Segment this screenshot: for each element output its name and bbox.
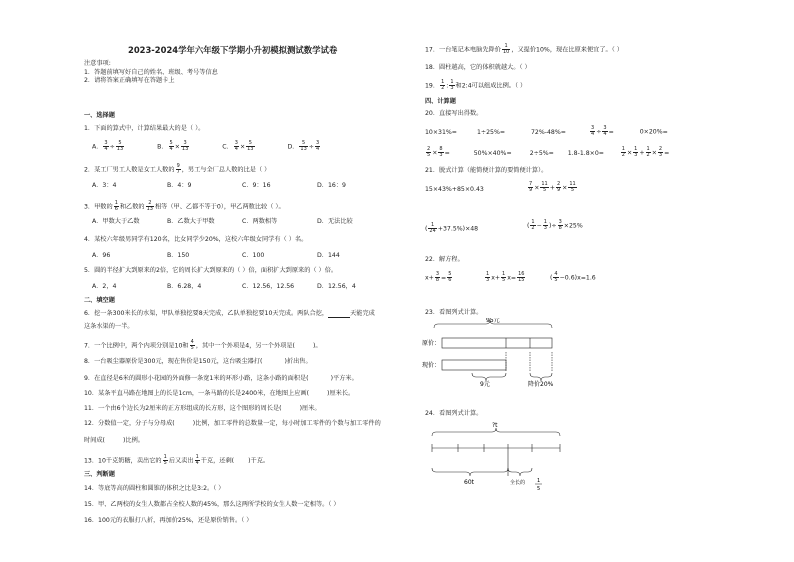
q20-row2: $\frac{2}{5}$ × $\frac{8}{3}$ = 50%×40%= 2÷5%= 1.8-1.8×0= $\frac{1}{2}$ × $\frac{1}{3}$ + $\frac{1}{2}$ × $\frac{2}{3}$ =: [427, 146, 670, 158]
q20-row1: 10×31%= 1÷25%= 72%-48%= $\frac{3}{4}$ ÷ $\frac{3}{4}$ = 0×20%=: [425, 125, 668, 137]
q6-text: 6．挖一条300米长的水渠，甲队单独挖要8天完成，乙队单独挖要10天完成。两队合挖， 天能完成: [84, 310, 375, 317]
notes-heading: 注意事项:: [84, 60, 111, 67]
q8-text: 8．一台吸尘器原价是300元，现在售价是150元，这台吸尘器打( )折出售。: [84, 358, 312, 365]
q4-text: 4．某校六年级男同学有120名，比女同学少20%，这校六年级女同学有（ ）名。: [84, 236, 308, 243]
q4-options: A．96 B．150 C．100 D．144: [92, 252, 340, 259]
q10-text: 10．某条平直马路在地图上的长是1cm，一条马路的长是2400米，在地图上应画( )厘米长。: [84, 390, 355, 397]
q17-text: 17．一台笔记本电脑先降价 $\frac{1}{10}$ ，又提价10%，现在比原来便宜了。（ ）: [425, 43, 623, 55]
fig24-left-label: 60t: [464, 479, 474, 486]
bar-original: [442, 338, 552, 348]
q3-options: A．甲数大于乙数 B．乙数大于甲数 C．两数相等 D．无法比较: [92, 218, 353, 225]
exam-title: 2023-2024学年六年级下学期小升初模拟测试数学试卷: [128, 45, 338, 55]
q21-expr2: $\frac{7}{9}$ × $\frac{11}{5}$ + $\frac{2}{9}$ × $\frac{11}{5}$: [529, 181, 576, 193]
fig24-top-label: ?t: [492, 422, 498, 429]
q2-text: 2．某工厂男工人数是女工人数的 $\frac{9}{7}$ ，男工与全厂总人数的比是（ ）: [84, 163, 271, 175]
q22-eq1: x+ $\frac{3}{8}$ = $\frac{5}{6}$: [425, 271, 452, 283]
fig23-down-label: 降价20%: [528, 381, 554, 388]
fig23-top-label: 95元: [486, 318, 500, 324]
q23-figure: [420, 318, 570, 388]
q14-text: 14．等底等高的圆柱和圆锥的体积之比是3:2。（ ）: [84, 485, 225, 492]
fig23-xian-label: 现价：: [422, 362, 441, 369]
section-calc-heading: 四、计算题: [425, 98, 456, 105]
section-choice-heading: 一、选择题: [84, 112, 115, 119]
q12-text-cont: 时间成( )比例。: [84, 437, 144, 444]
fig23-gap-label: 9元: [480, 381, 490, 388]
q11-text: 11．一个由6个边长为2厘米的正方形组成的长方形，这个图形的周长是( )厘米。: [84, 405, 321, 412]
q21-expr4: ( $\frac{1}{2}$ − $\frac{1}{3}$ )÷ $\frac{3}{8}$ ×25%: [527, 219, 583, 231]
q22-eq3: ( $\frac{4}{5}$ −0.6)x=1.6: [550, 271, 596, 283]
q21-expr3: ( $\frac{1}{24}$ +37.5%)×48: [425, 222, 479, 234]
section-judge-heading: 三、判断题: [84, 471, 115, 478]
q22-eq2: $\frac{1}{3}$ x+ $\frac{1}{5}$ x= $\frac{16}{15}$: [486, 271, 525, 283]
q1-options: A． $\frac{3}{4}$ ÷ $\frac{5}{13}$ B． $\frac{5}{4}$ × $\frac{3}{13}$ C． $\frac{3}{4}$ × $\frac{5}{13}$ D． $\frac{5}{13}$ ÷ $\frac{3}{4}$: [92, 140, 320, 152]
fig24-frac-den: 5: [537, 486, 541, 492]
fig23-yuan-label: 原价：: [422, 340, 441, 347]
note-2: 2．请将答案正确填写在答题卡上: [84, 77, 175, 84]
q5-text: 5．圆的半径扩大到原来的2倍，它的周长扩大到原来的（ ）倍，面积扩大到原来的（ ）倍。: [84, 267, 338, 274]
q21-expr1: 15×43%+85×0.43: [425, 186, 484, 193]
q2-options: A．3：4 B．4：9 C．9：16 D．16：9: [92, 182, 346, 189]
q18-text: 18．圆柱越高，它的体积就越大。（ ）: [425, 64, 531, 71]
q1-text: 1．下面的算式中，计算结果最大的是（ ）。: [84, 125, 205, 132]
q5-options: A．2，4 B．6.28，4 C．12.56，12.56 D．12.56，4: [92, 283, 356, 290]
q21-text: 21．脱式计算（能简便计算的要简便计算）。: [425, 167, 548, 174]
q13-text: 13．10千克奶糖，卖出它的 $\frac{1}{5}$ 后又卖出 $\frac{1}{4}$ 千克，还剩( )千克。: [84, 454, 270, 466]
q24-figure: [420, 420, 570, 500]
q9-text: 9．在直径是6米的圆形小花园的外面修一条宽1米的环形小路，这条小路的面积是( )平方米。: [84, 375, 358, 382]
q20-text: 20．直接写出得数。: [425, 110, 483, 117]
q24-text: 24．看图列式计算。: [425, 410, 483, 417]
fig24-frac-num: 1: [537, 478, 541, 484]
q3-text: 3．甲数的 $\frac{1}{6}$ 和乙数的 $\frac{2}{13}$ 相等（甲、乙都不等于0），甲乙两数比较（ ）。: [84, 200, 285, 212]
q6-text-cont: 这条水渠的一半。: [84, 323, 134, 330]
fig24-right-label: 全长的: [510, 480, 526, 486]
q12-text: 12．分数值一定，分子与分母成( )比例，加工零件的总数量一定，每小时加工零件的个数与加工零件的: [84, 420, 381, 427]
note-1: 1．答题前填写好自己的姓名、班级、考号等信息: [84, 69, 218, 76]
bar-current: [442, 360, 506, 370]
section-fill-heading: 二、填空题: [84, 297, 115, 304]
q23-text: 23．看图列式计算。: [425, 309, 483, 316]
q22-text: 22．解方程。: [425, 256, 464, 263]
q15-text: 15．甲、乙两校的女生人数都占全校人数的45%，那么这两所学校的女生人数一定相等。（ ）: [84, 501, 340, 508]
q19-text: 19． $\frac{1}{2}$ : $\frac{1}{3}$ 和2:4可以组成比例。（ ）: [425, 79, 527, 91]
q7-text: 7．一个比例中，两个内项分别是10和 $\frac{4}{5}$ ，其中一个外项是4，另一个外项是( )。: [84, 339, 322, 351]
q16-text: 16．100元的衣服打八折，再加价25%，还是原价销售。（ ）: [84, 517, 253, 524]
